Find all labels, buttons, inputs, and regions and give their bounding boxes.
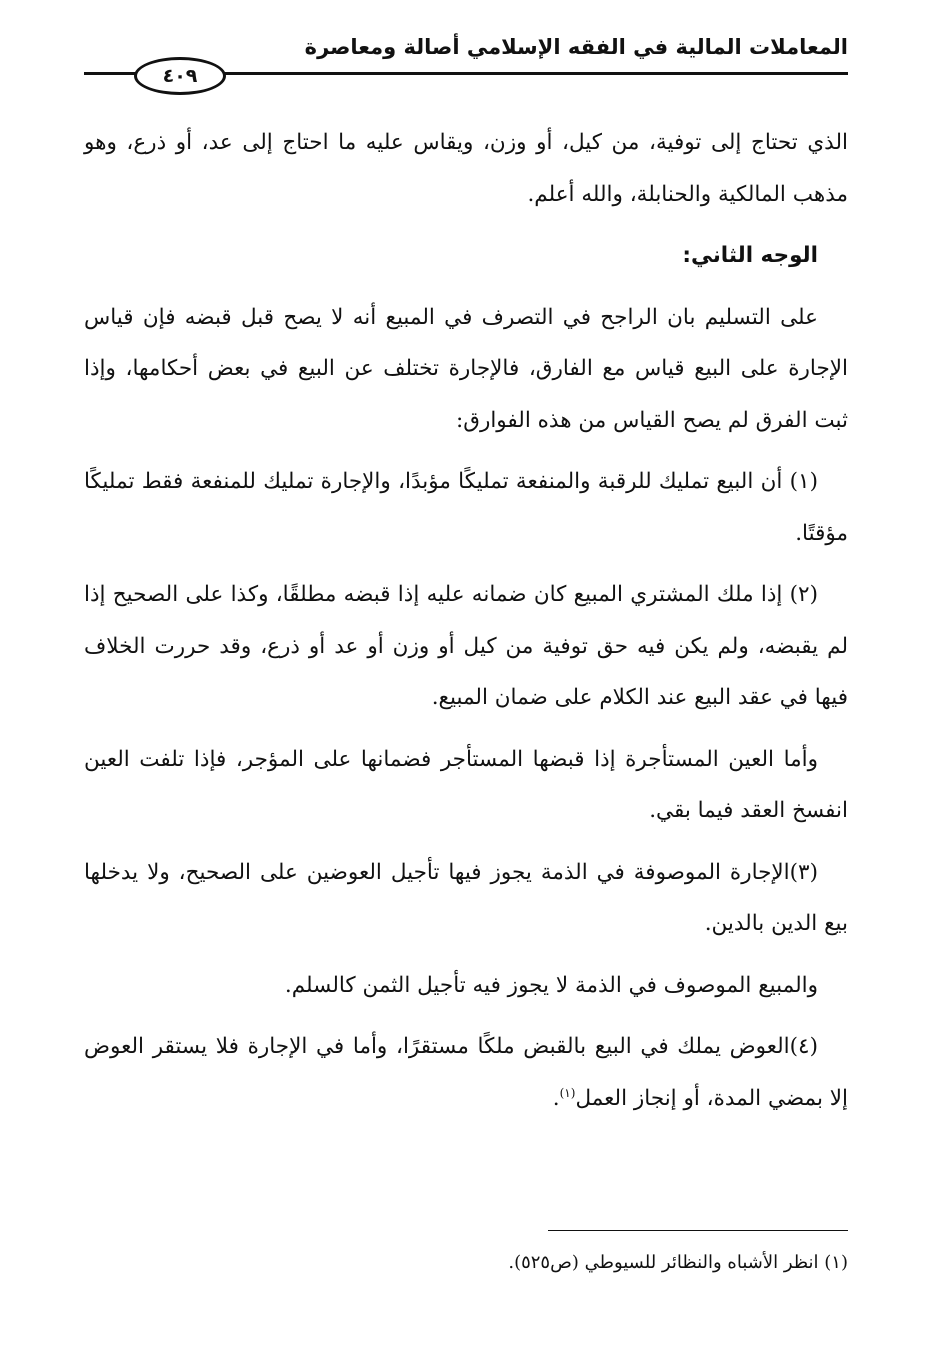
footnote-reference[interactable]: (١) <box>559 1085 576 1100</box>
section-heading: الوجه الثاني: <box>682 243 818 268</box>
page-number: ٤٠٩ <box>134 57 226 95</box>
footnote: (١) انظر الأشباه والنظائر للسيوطي (ص٥٢٥). <box>508 1252 848 1273</box>
paragraph: الذي تحتاج إلى توفية، من كيل، أو وزن، ويقاس عليه ما احتاج إلى عد، أو ذرع، وهو مذهب المالكية والحنابلة، والله أعلم. <box>84 130 848 207</box>
paragraph: وأما العين المستأجرة إذا قبضها المستأجر فضمانها على المؤجر، فإذا تلفت العين انفسخ العقد فيما بقي. <box>84 746 848 823</box>
paragraph: (١) أن البيع تمليك للرقبة والمنفعة تمليكًا مؤبدًا، والإجارة تمليك للمنفعة فقط تمليكًا مؤقتًا. <box>84 469 848 546</box>
running-title: المعاملات المالية في الفقه الإسلامي أصالة ومعاصرة <box>304 35 848 59</box>
main-text <box>84 117 848 1134</box>
paragraph: والمبيع الموصوف في الذمة لا يجوز فيه تأجيل الثمن كالسلم. <box>284 972 818 998</box>
paragraph-with-footnote <box>84 1021 848 1124</box>
footnote-separator <box>548 1230 848 1231</box>
paragraph: (٣)الإجارة الموصوفة في الذمة يجوز فيها تأجيل العوضين على الصحيح، ولا يدخلها بيع الدين بالدين. <box>84 859 848 936</box>
paragraph: على التسليم بان الراجح في التصرف في المبيع أنه لا يصح قبل قبضه فإن قياس الإجارة على البيع قياس مع الفارق، فالإجارة تختلف عن البيع في بعض أحكامها، وإذا ثبت الفرق لم يصح القياس من هذه الفوارق: <box>84 304 848 433</box>
paragraph-end: . <box>552 1085 560 1111</box>
paragraph: (٢) إذا ملك المشتري المبيع كان ضمانه عليه إذا قبضه مطلقًا، وكذا على الصحيح إذا لم يقبضه، ولم يكن فيه حق توفية من كيل أو وزن أو عد أو ذرع، وقد حررت الخلاف فيها في عقد البيع عند الكلام على ضمان المبيع. <box>84 582 848 710</box>
paragraph-text: (٤)العوض يملك في البيع بالقبض ملكًا مستقرًا، وأما في الإجارة فلا يستقر العوض إلا بمضي المدة، أو إنجاز العمل <box>84 1034 848 1111</box>
